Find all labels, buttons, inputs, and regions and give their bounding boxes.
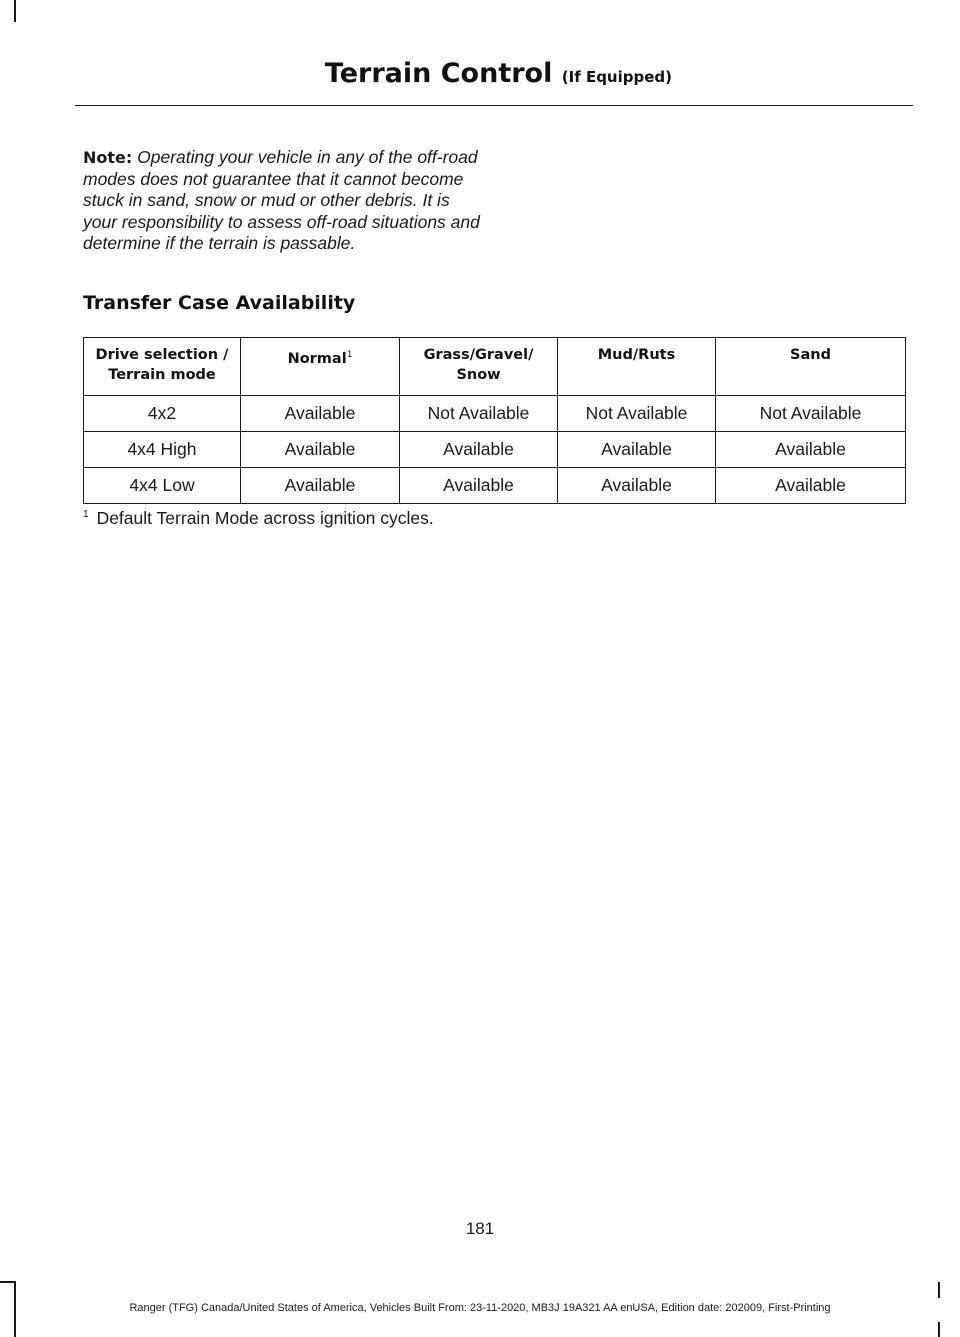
page-number: 181: [465, 1219, 495, 1238]
table-cell: Available: [558, 432, 716, 468]
table-header-row: [84, 338, 906, 396]
table-cell: Available: [716, 432, 906, 468]
table-cell: Available: [558, 468, 716, 504]
note-text: Operating your vehicle in any of the off-road modes does not guarantee that it cannot become stuck in sand, snow or mud or other debris. It is your responsibility to assess off-road situations and determine if the terrain is passable.: [83, 147, 480, 253]
header-divider: [75, 105, 913, 106]
table-cell: Not Available: [558, 396, 716, 432]
table-row: [84, 396, 906, 432]
table-cell: 4x4 High: [84, 432, 241, 468]
table-header-cell: Sand: [716, 338, 906, 396]
table-cell: Available: [241, 396, 400, 432]
footnote-text: Default Terrain Mode across ignition cycles.: [96, 508, 434, 528]
table-header-cell-normal: [241, 338, 400, 396]
note-label: Note:: [83, 148, 133, 167]
table-row: [84, 432, 906, 468]
table-header-cell: Grass/Gravel/ Snow: [400, 338, 558, 396]
page-title: [325, 58, 672, 89]
crop-mark-right-upper: [938, 1282, 940, 1298]
table-cell: 4x2: [84, 396, 241, 432]
transfer-case-table: [83, 337, 906, 504]
crop-mark-bottom-left-h: [0, 1281, 16, 1283]
table-cell: Available: [241, 432, 400, 468]
note-paragraph: [83, 147, 483, 255]
crop-mark-right: [938, 1322, 940, 1337]
table-cell: Not Available: [716, 396, 906, 432]
table-footnote: [83, 508, 434, 529]
footnote-marker: 1: [83, 509, 89, 521]
table-header-cell: Drive selection / Terrain mode: [84, 338, 241, 396]
table-cell: 4x4 Low: [84, 468, 241, 504]
page-title-main: Terrain Control: [324, 58, 553, 89]
footnote-marker: 1: [346, 350, 353, 360]
table-row: [84, 468, 906, 504]
table-cell: Available: [400, 432, 558, 468]
table-header-cell: Mud/Ruts: [558, 338, 716, 396]
section-heading: Transfer Case Availability: [83, 292, 356, 314]
table-cell: Available: [400, 468, 558, 504]
table-cell: Available: [716, 468, 906, 504]
table-cell: Available: [241, 468, 400, 504]
crop-mark-top-left: [14, 0, 16, 22]
page-title-subtitle: (If Equipped): [561, 68, 672, 86]
table-cell: Not Available: [400, 396, 558, 432]
table-header-normal-label: Normal: [287, 350, 347, 367]
footer-text: Ranger (TFG) Canada/United States of America, Vehicles Built From: 23-11-2020, MB3J 19A321 AA enUSA, Edition date: 202009, First-Printing: [129, 1302, 831, 1314]
